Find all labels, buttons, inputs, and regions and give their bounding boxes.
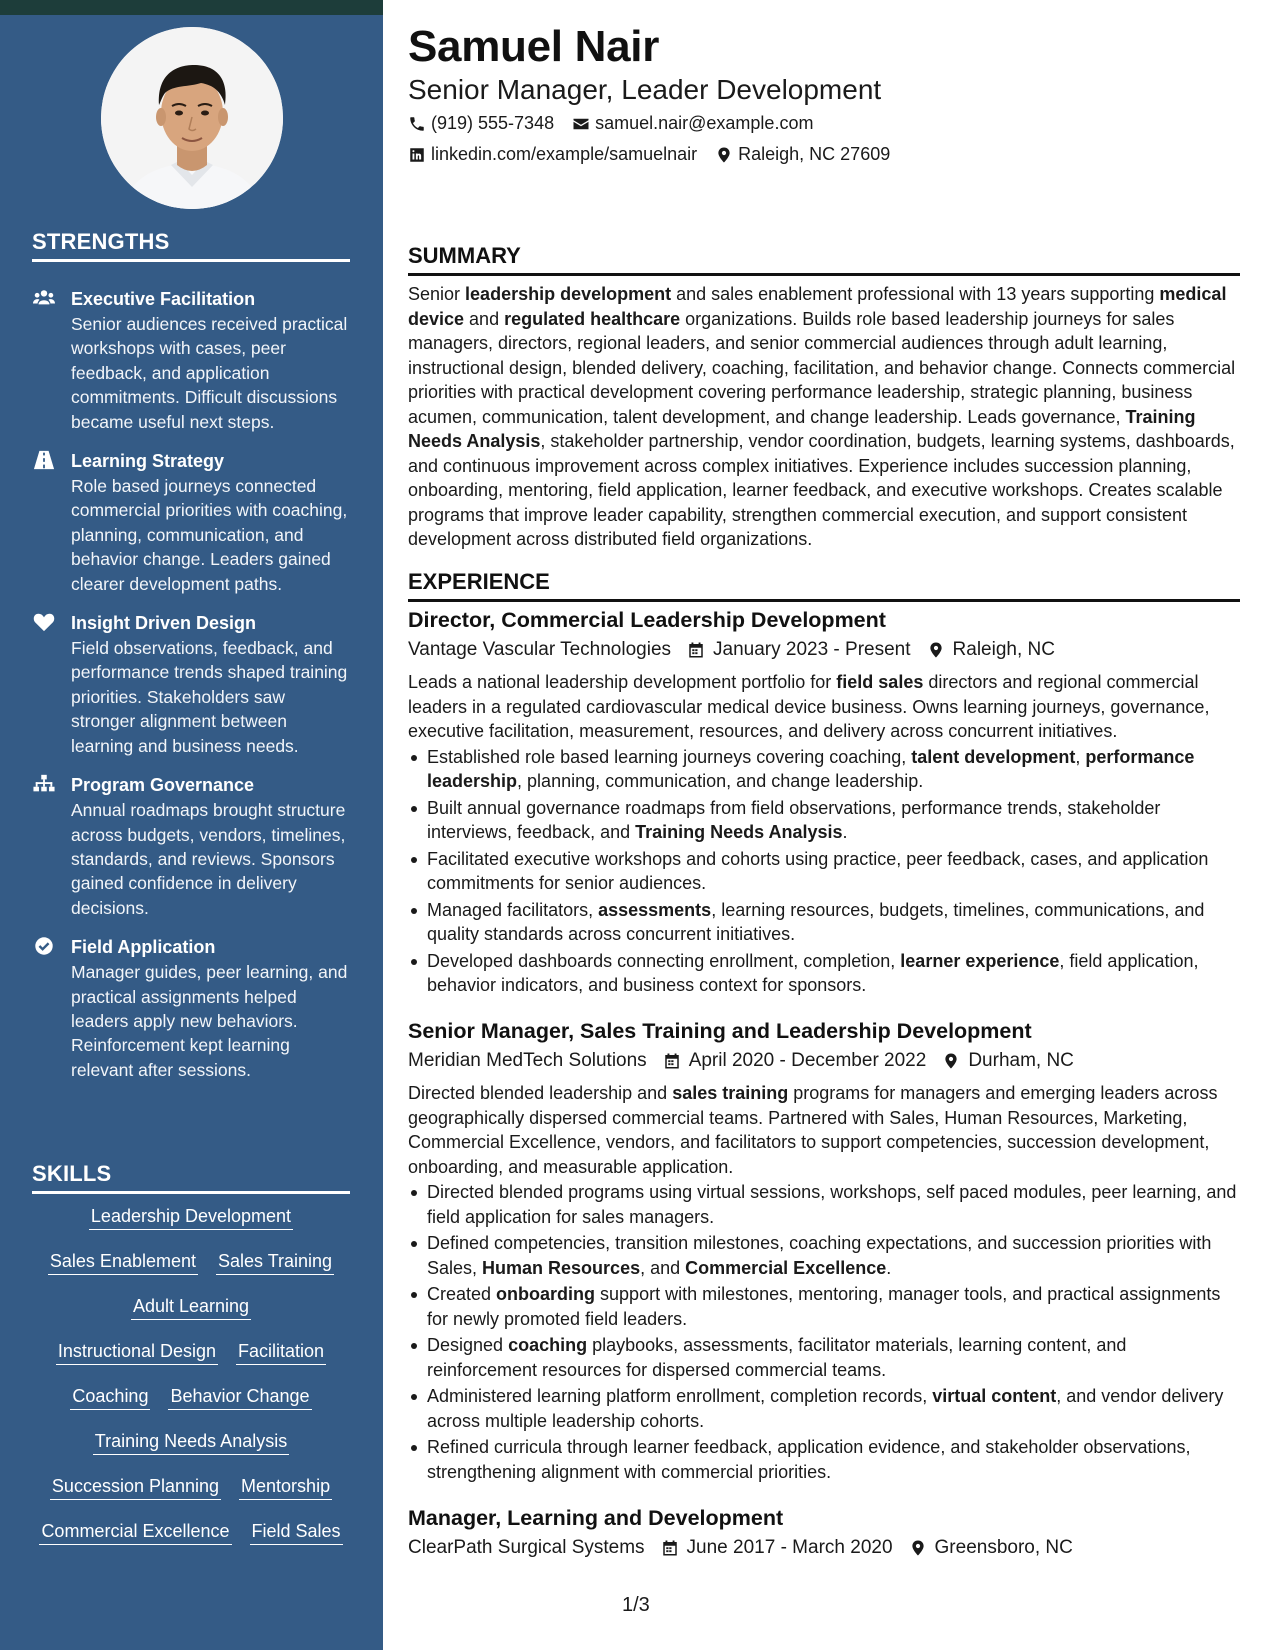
strength-title: Executive Facilitation bbox=[71, 289, 256, 309]
skill-tag: Succession Planning bbox=[50, 1474, 221, 1500]
bullet-item bbox=[408, 796, 1240, 845]
skills-row bbox=[32, 1294, 350, 1339]
text-run: programs for managers and emerging leaders across geographically dispersed commercial teams. Partnered with Sales, Human Resources, Marketing, Commercial Excellence, vendors, and facilitators to support competencies, succession development, onboarding, and measurable application. bbox=[408, 1083, 1218, 1177]
company-name: ClearPath Surgical Systems bbox=[408, 1537, 645, 1558]
skills-row bbox=[32, 1204, 350, 1249]
text-run: , stakeholder partnership, vendor coordination, budgets, learning systems, dashboards, and continuous improvement across complex initiatives. Experience includes succession planning, onboarding, mentoring, field application, learner feedback, and executive workshops. Creates scalable programs that improve leader capability, strengthen commercial execution, and support consistent development across distributed field organizations. bbox=[408, 431, 1235, 549]
text-run: Directed blended leadership and bbox=[408, 1083, 673, 1103]
job-dates bbox=[687, 636, 911, 664]
linkedin-contact bbox=[408, 144, 697, 165]
map-pin-icon bbox=[942, 1052, 960, 1070]
text-run: support with milestones, mentoring, manager tools, and practical assignments for newly promoted field leaders. bbox=[427, 1284, 1221, 1329]
bullet-item bbox=[408, 1180, 1240, 1229]
job-dates-text: April 2020 - December 2022 bbox=[688, 1050, 927, 1071]
emphasized-text: Training Needs Analysis bbox=[408, 406, 1196, 451]
emphasized-text: medical device bbox=[408, 284, 1227, 329]
bullet-item bbox=[408, 949, 1240, 998]
strength-description: Manager guides, peer learning, and practical assignments helped leaders apply new behaviors. Reinforcement kept learning relevant after sessions. bbox=[71, 962, 348, 1080]
job-meta bbox=[408, 1047, 1240, 1075]
location-contact bbox=[715, 144, 890, 165]
job-location-text: Greensboro, NC bbox=[934, 1537, 1073, 1558]
job-bullets bbox=[408, 745, 1240, 998]
skill-tag: Coaching bbox=[70, 1384, 150, 1410]
skill-tag: Field Sales bbox=[250, 1519, 343, 1545]
strength-item bbox=[32, 934, 352, 1082]
location-text: Raleigh, NC 27609 bbox=[738, 144, 891, 164]
strength-description: Annual roadmaps brought structure across budgets, vendors, timelines, standards, and reviews. Sponsors gained confidence in delivery decisions. bbox=[71, 800, 346, 918]
text-run: , bbox=[1075, 746, 1086, 767]
strength-description: Role based journeys connected commercial priorities with coaching, planning, communication, and behavior change. Leaders gained clearer development paths. bbox=[71, 476, 348, 594]
skill-tag: Commercial Excellence bbox=[39, 1519, 231, 1545]
strengths-heading: STRENGTHS bbox=[32, 229, 350, 262]
text-run: directors and regional commercial leaders in a regulated cardiovascular medical device business. Owns learning journeys, governance, executive facilitation, measurement, resources, and delivery across concurrent initiatives. bbox=[408, 672, 1210, 741]
phone-number: (919) 555-7348 bbox=[431, 113, 555, 133]
skill-tag: Sales Training bbox=[216, 1249, 334, 1275]
users-icon bbox=[32, 288, 56, 308]
skills-list bbox=[32, 1204, 350, 1564]
emphasized-text: learner experience bbox=[900, 950, 1060, 971]
sidebar-top-bar bbox=[0, 0, 383, 15]
skill-tag: Training Needs Analysis bbox=[93, 1429, 289, 1455]
skill-tag: Leadership Development bbox=[89, 1204, 293, 1230]
job-location bbox=[909, 1534, 1073, 1562]
emphasized-text: regulated healthcare bbox=[504, 308, 681, 329]
text-run: Created bbox=[427, 1284, 497, 1304]
text-run: , planning, communication, and change leadership. bbox=[517, 771, 924, 791]
emphasized-text: Training Needs Analysis bbox=[635, 822, 843, 842]
strength-item bbox=[32, 772, 352, 920]
bullet-item bbox=[408, 1435, 1240, 1484]
text-run: Refined curricula through learner feedback, application evidence, and stakeholder observations, strengthening alignment with commercial priorities. bbox=[427, 1437, 1191, 1482]
text-run: Defined competencies, transition milestones, coaching expectations, and succession priorities with Sales, bbox=[427, 1233, 1212, 1278]
contact-line bbox=[408, 144, 908, 165]
job-location-text: Durham, NC bbox=[968, 1050, 1074, 1071]
skills-row bbox=[32, 1339, 350, 1384]
text-run: Managed facilitators, bbox=[427, 899, 599, 920]
text-run: . bbox=[842, 822, 848, 842]
job-location-text: Raleigh, NC bbox=[952, 639, 1055, 660]
text-run: Administered learning platform enrollment, completion records, bbox=[427, 1386, 933, 1406]
text-run: Established role based learning journeys covering coaching, bbox=[427, 746, 912, 767]
experience-heading: EXPERIENCE bbox=[408, 569, 1240, 602]
job-location bbox=[927, 636, 1055, 664]
check-circle-icon bbox=[32, 936, 56, 956]
emphasized-text: leadership development bbox=[465, 284, 672, 304]
text-run: , and vendor delivery across multiple leadership cohorts. bbox=[427, 1386, 1224, 1431]
text-run: Facilitated executive workshops and cohorts using practice, peer feedback, cases, and application commitments for senior audiences. bbox=[427, 848, 1209, 893]
sitemap-icon bbox=[32, 774, 56, 794]
skill-tag: Adult Learning bbox=[131, 1294, 251, 1320]
job-intro bbox=[408, 1081, 1240, 1179]
skill-tag: Instructional Design bbox=[56, 1339, 218, 1365]
map-pin-icon bbox=[909, 1539, 927, 1557]
road-icon bbox=[32, 450, 56, 470]
text-run: playbooks, assessments, facilitator materials, learning content, and reinforcement resources for dispersed commercial teams. bbox=[427, 1335, 1127, 1380]
linkedin-icon bbox=[408, 146, 426, 164]
profile-photo bbox=[101, 27, 283, 209]
emphasized-text: performance leadership bbox=[427, 746, 1195, 791]
emphasized-text: coaching bbox=[508, 1335, 588, 1355]
phone-icon bbox=[408, 115, 426, 133]
skills-row bbox=[32, 1474, 350, 1519]
bullet-item bbox=[408, 847, 1240, 896]
skills-heading: SKILLS bbox=[32, 1161, 350, 1194]
strength-title: Insight Driven Design bbox=[71, 613, 257, 634]
skills-row bbox=[32, 1519, 350, 1564]
heart-icon bbox=[32, 612, 56, 632]
job-title: Manager, Learning and Development bbox=[408, 1506, 784, 1530]
strength-item bbox=[32, 286, 352, 434]
text-run: and sales enablement professional with 13 years supporting bbox=[671, 284, 1160, 304]
text-run: and bbox=[464, 308, 505, 329]
page-number: 1/3 bbox=[622, 1594, 650, 1616]
skill-tag: Sales Enablement bbox=[48, 1249, 198, 1275]
summary-text bbox=[408, 282, 1240, 552]
calendar-icon bbox=[661, 1539, 679, 1557]
skills-row bbox=[32, 1429, 350, 1474]
linkedin-url: linkedin.com/example/samuelnair bbox=[431, 144, 698, 164]
skills-row bbox=[32, 1249, 350, 1294]
strength-item bbox=[32, 448, 352, 596]
skill-tag: Behavior Change bbox=[168, 1384, 311, 1410]
job-location bbox=[942, 1047, 1074, 1075]
candidate-role: Senior Manager, Leader Development bbox=[408, 74, 882, 105]
candidate-name: Samuel Nair bbox=[408, 22, 660, 71]
job-title: Director, Commercial Leadership Development bbox=[408, 608, 886, 632]
job-bullets bbox=[408, 1180, 1240, 1484]
phone-contact bbox=[408, 113, 554, 134]
text-run: organizations. Builds role based leadership journeys for sales managers, directors, regional leaders, and senior commercial audiences through adult learning, instructional design, blended delivery, coaching, facilitation, and behavior change. Connects commercial priorities with practical development covering performance leadership, strategic planning, business acumen, communication, talent development, and change leadership. Leads governance, bbox=[408, 308, 1236, 427]
job-dates bbox=[663, 1047, 927, 1075]
job-dates-text: June 2017 - March 2020 bbox=[686, 1537, 893, 1558]
job-meta bbox=[408, 1534, 1240, 1562]
job-intro bbox=[408, 670, 1240, 744]
job-entry bbox=[408, 1504, 1240, 1568]
emphasized-text: field sales bbox=[836, 672, 924, 692]
job-entry bbox=[408, 1017, 1240, 1486]
bullet-item bbox=[408, 745, 1240, 794]
text-run: Designed bbox=[427, 1335, 509, 1355]
text-run: Senior bbox=[408, 284, 466, 304]
summary-heading: SUMMARY bbox=[408, 243, 1240, 276]
emphasized-text: onboarding bbox=[496, 1284, 596, 1304]
text-run: Developed dashboards connecting enrollment, completion, bbox=[427, 950, 901, 971]
company-name: Vantage Vascular Technologies bbox=[408, 639, 672, 660]
strength-title: Program Governance bbox=[71, 775, 255, 796]
text-run: Built annual governance roadmaps from field observations, performance trends, stakeholder interviews, feedback, and bbox=[427, 797, 1161, 842]
job-meta bbox=[408, 636, 1240, 664]
job-entry bbox=[408, 606, 1240, 1000]
bullet-item bbox=[408, 898, 1240, 947]
text-run: , and bbox=[640, 1257, 686, 1278]
strength-description: Senior audiences received practical workshops with cases, peer feedback, and application commitments. Difficult discussions became useful next steps. bbox=[71, 314, 348, 432]
email-contact bbox=[572, 113, 813, 134]
emphasized-text: virtual content bbox=[932, 1386, 1057, 1406]
text-run: . bbox=[886, 1257, 892, 1278]
skills-row bbox=[32, 1384, 350, 1429]
company-name: Meridian MedTech Solutions bbox=[408, 1050, 647, 1071]
emphasized-text: Human Resources bbox=[482, 1257, 641, 1278]
map-pin-icon bbox=[715, 146, 733, 164]
text-run: Leads a national leadership development portfolio for bbox=[408, 672, 837, 692]
strength-title: Field Application bbox=[71, 937, 216, 958]
job-dates bbox=[661, 1534, 893, 1562]
email-address: samuel.nair@example.com bbox=[595, 113, 814, 133]
skill-tag: Mentorship bbox=[239, 1474, 332, 1500]
emphasized-text: Commercial Excellence bbox=[685, 1257, 887, 1278]
strength-item bbox=[32, 610, 352, 758]
strength-title: Learning Strategy bbox=[71, 451, 225, 472]
strength-description: Field observations, feedback, and performance trends shaped training priorities. Stakeholders saw stronger alignment between learning and business needs. bbox=[71, 638, 348, 756]
emphasized-text: sales training bbox=[672, 1083, 789, 1103]
calendar-icon bbox=[687, 641, 705, 659]
calendar-icon bbox=[663, 1052, 681, 1070]
job-title: Senior Manager, Sales Training and Leadership Development bbox=[408, 1019, 1032, 1043]
text-run: , field application, behavior indicators, and business context for sponsors. bbox=[427, 950, 1199, 995]
bullet-item bbox=[408, 1282, 1240, 1331]
sidebar bbox=[0, 0, 383, 1650]
envelope-icon bbox=[572, 115, 590, 133]
skill-tag: Facilitation bbox=[236, 1339, 326, 1365]
bullet-item bbox=[408, 1333, 1240, 1382]
strengths-list bbox=[32, 286, 352, 1096]
job-dates-text: January 2023 - Present bbox=[713, 639, 911, 660]
bullet-item bbox=[408, 1384, 1240, 1433]
text-run: , learning resources, budgets, timelines, communications, and quality standards across concurrent initiatives. bbox=[427, 899, 1205, 944]
emphasized-text: assessments bbox=[598, 899, 712, 920]
map-pin-icon bbox=[927, 641, 945, 659]
emphasized-text: talent development bbox=[911, 746, 1076, 767]
text-run: Directed blended programs using virtual sessions, workshops, self paced modules, peer learning, and field application for sales managers. bbox=[427, 1182, 1237, 1227]
contact-line bbox=[408, 113, 831, 134]
bullet-item bbox=[408, 1231, 1240, 1280]
